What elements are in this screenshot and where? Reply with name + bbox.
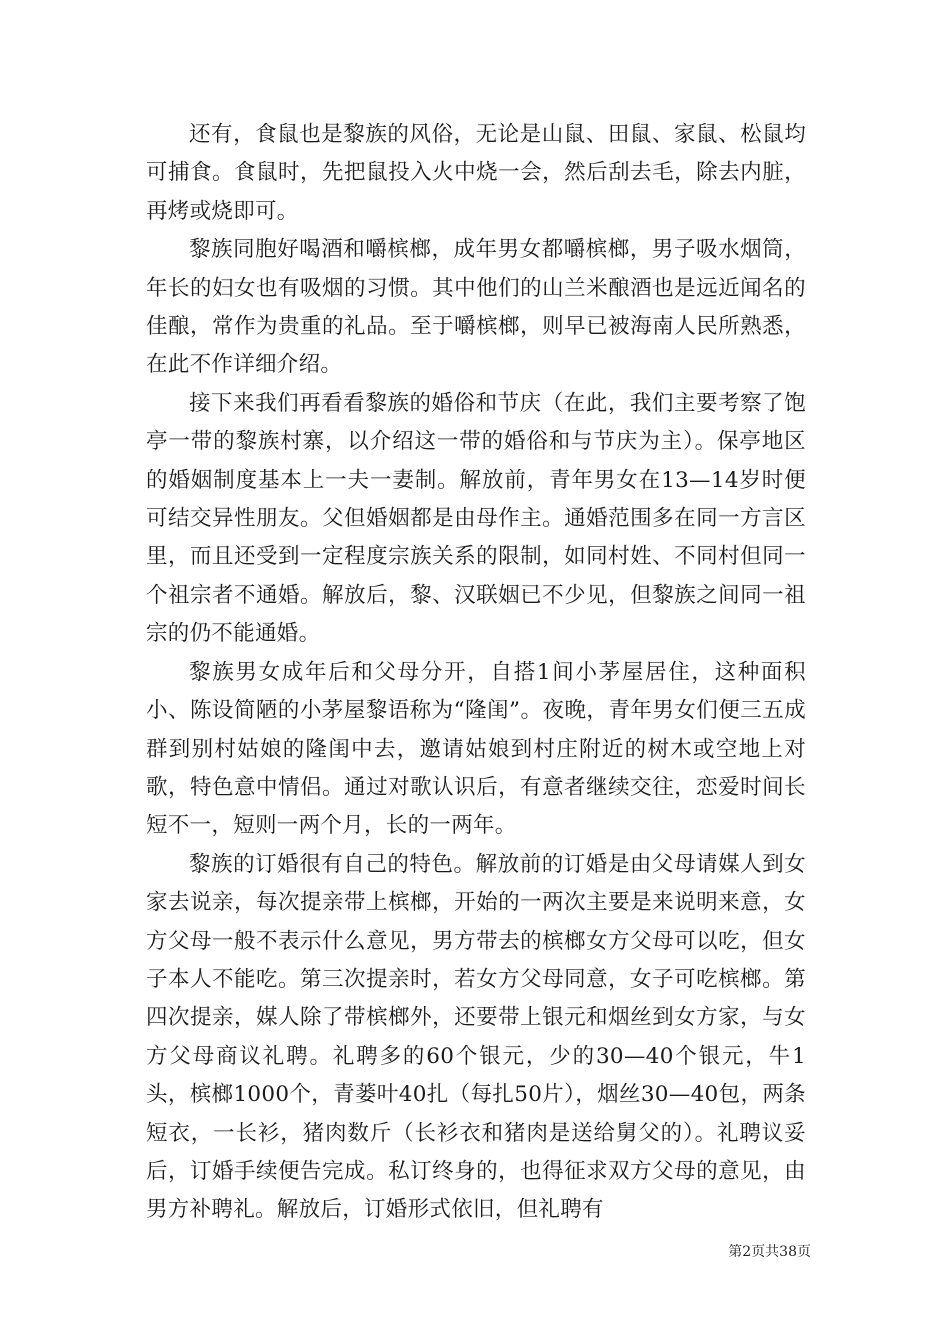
paragraph-2: 黎族同胞好喝酒和嚼槟榔，成年男女都嚼槟榔，男子吸水烟筒，年长的妇女也有吸烟的习惯。其中他们的山兰米酿酒也是远近闻名的佳酿，常作为贵重的礼品。至于嚼槟榔，则早已被海南人民所熟悉，在此不作详细介绍。 — [146, 237, 806, 378]
paragraph-1: 还有，食鼠也是黎族的风俗，无论是山鼠、田鼠、家鼠、松鼠均可捕食。食鼠时，先把鼠投入火中烧一会，然后刮去毛，除去内脏，再烤或烧即可。 — [146, 122, 806, 224]
page-number: 第2页共38页 — [728, 1244, 811, 1260]
paragraph-4: 黎族男女成年后和父母分开，自搭1间小茅屋居住，这种面积小、陈设简陋的小茅屋黎语称为“隆闺”。夜晚，青年男女们便三五成群到别村姑娘的隆闺中去，邀请姑娘到村庄附近的树木或空地上对歌，特色意中情侣。通过对歌认识后，有意者继续交往，恋爱时间长短不一，短则一两个月，长的一两年。 — [146, 659, 806, 839]
document-body — [146, 116, 806, 1230]
paragraph-3: 接下来我们再看看黎族的婚俗和节庆（在此，我们主要考察了饱亭一带的黎族村寨，以介绍这一带的婚俗和与节庆为主）。保亭地区的婚姻制度基本上一夫一妻制。解放前，青年男女在13—14岁时便可结交异性朋友。父但婚姻都是由母作主。通婚范围多在同一方言区里，而且还受到一定程度宗族关系的限制，如同村姓、不同村但同一个祖宗者不通婚。解放后，黎、汉联姻已不少见，但黎族之间同一祖宗的仍不能通婚。 — [146, 390, 806, 647]
paragraph-5: 黎族的订婚很有自己的特色。解放前的订婚是由父母请媒人到女家去说亲，每次提亲带上槟榔，开始的一两次主要是来说明来意，女方父母一般不表示什么意见，男方带去的槟榔女方父母可以吃，但女子本人不能吃。第三次提亲时，若女方父母同意，女子可吃槟榔。第四次提亲，媒人除了带槟榔外，还要带上银元和烟丝到女方家，与女方父母商议礼聘。礼聘多的60个银元，少的30—40个银元，牛1头，槟榔1000个，青蒌叶40扎（每扎50片），烟丝30—40包，两条短衣，一长衫，猪肉数斤（长衫衣和猪肉是送给舅父的）。礼聘议妥后，订婚手续便告完成。私订终身的，也得征求双方父母的意见，由男方补聘礼。解放后，订婚形式依旧，但礼聘有 — [146, 851, 806, 1223]
